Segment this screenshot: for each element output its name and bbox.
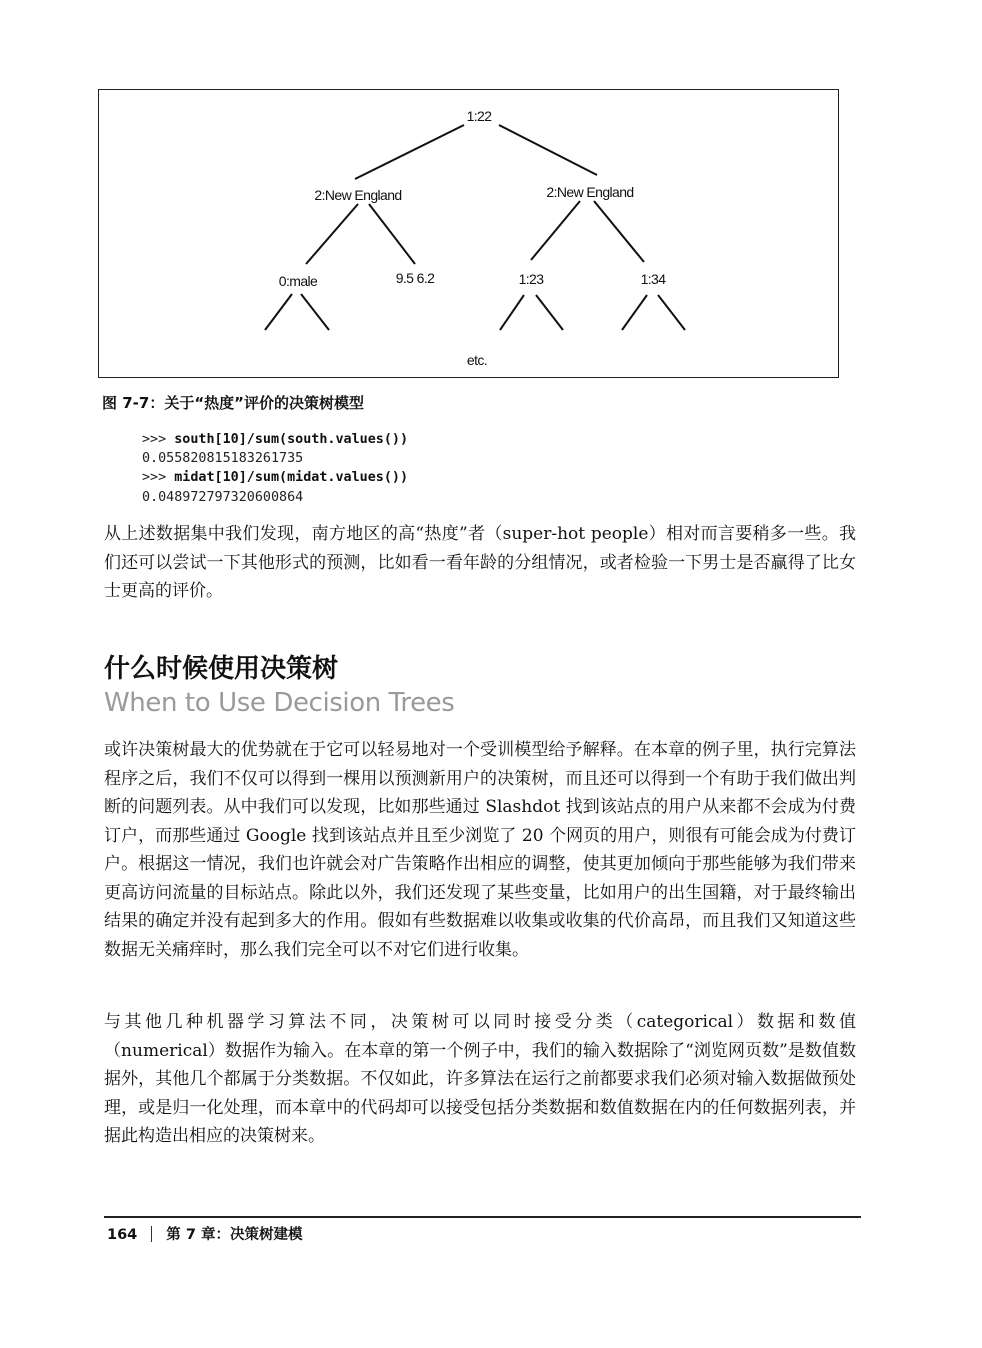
paragraph-data-types: 与其他几种机器学习算法不同，决策树可以同时接受分类（categorical）数据和数值（numerical）数据作为输入。在本章的第一个例子中，我们的输入数据除了“浏览网页数”是数值数据外，其他几个都属于分类数据。不仅如此，许多算法在运行之前都要求我们必须对输入数据做预处理，或是归一化处理，而本章中的代码却可以接受包括分类数据和数值数据在内的任何数据列表，并据此构造出相应的决策树来。 — [104, 1012, 856, 1146]
edge-root-left — [355, 125, 464, 179]
decision-tree-diagram — [99, 90, 840, 379]
paragraph-interpretability: 或许决策树最大的优势就在于它可以轻易地对一个受训模型给予解释。在本章的例子里，执行完算法程序之后，我们不仅可以得到一棵用以预测新用户的决策树，而且还可以得到一个有助于我们做出判断的问题列表。从中我们可以发现，比如那些通过 Slashdot 找到该站点的用户从来都不会成为付费订户，而那些通过 Google 找到该站点并且至少浏览了 20 个网页的用户，则很有可能会成为付费订户。根据这一情况，我们也许就会对广告策略作出相应的调整，使其更加倾向于那些能够为我们带来更高访问流量的目标站点。除此以外，我们还发现了某些变量，比如用户的出生国籍，对于最终输出结果的确定并没有起到多大的作用。假如有些数据难以收集或收集的代价高昂，而且我们又知道这些数据无关痛痒时，那么我们完全可以不对它们进行收集。 — [104, 740, 856, 960]
edge-root-right — [499, 125, 597, 175]
tree-node-123: 1:23 — [518, 271, 544, 287]
chapter-title: 第 7 章：决策树建模 — [166, 1227, 303, 1243]
footer-separator — [151, 1226, 152, 1242]
page-footer — [107, 1223, 302, 1244]
edge-male-left — [265, 294, 292, 330]
figure-caption: 图 7-7：关于“热度”评价的决策树模型 — [102, 394, 365, 412]
tree-ellipsis: etc. — [466, 352, 488, 368]
code-prompt: >>> — [142, 470, 175, 486]
edge-123-left — [500, 295, 524, 330]
edge-male-right — [301, 294, 329, 330]
tree-node-leaf-values: 9.5 6.2 — [395, 270, 435, 286]
code-output: 0.048972797320600864 — [142, 489, 304, 505]
code-line — [142, 430, 408, 449]
tree-node-right: 2:New England — [546, 184, 634, 200]
edge-134-right — [658, 295, 685, 330]
tree-node-root: 1:22 — [466, 108, 492, 124]
tree-node-134: 1:34 — [640, 271, 666, 287]
tree-node-left: 2:New England — [314, 187, 402, 203]
code-line — [142, 468, 408, 487]
code-output: 0.055820815183261735 — [142, 451, 304, 467]
tree-node-male: 0:male — [278, 273, 318, 289]
section-title-zh: 什么时候使用决策树 — [104, 654, 339, 684]
code-prompt: >>> — [142, 432, 175, 447]
edge-right-right — [594, 201, 644, 262]
code-command: midat[10]/sum(midat.values()) — [174, 470, 409, 486]
edge-left-right — [369, 204, 415, 264]
paragraph-findings: 从上述数据集中我们发现，南方地区的高“热度”者（super-hot people）相对而言要稍多一些。我们还可以尝试一下其他形式的预测，比如看一看年龄的分组情况，或者检验一下男士是否赢得了比女士更高的评价。 — [104, 524, 856, 601]
edge-134-left — [622, 295, 647, 330]
edge-123-right — [536, 295, 563, 330]
code-line — [142, 449, 408, 468]
code-line — [142, 488, 408, 507]
code-command: south[10]/sum(south.values()) — [174, 432, 409, 447]
edge-left-left — [306, 204, 358, 264]
section-title-en: When to Use Decision Trees — [104, 688, 455, 718]
edge-right-left — [531, 201, 580, 260]
page-number: 164 — [107, 1227, 138, 1243]
footer-rule — [104, 1216, 861, 1218]
code-block — [142, 430, 408, 507]
decision-tree-figure — [98, 89, 839, 378]
